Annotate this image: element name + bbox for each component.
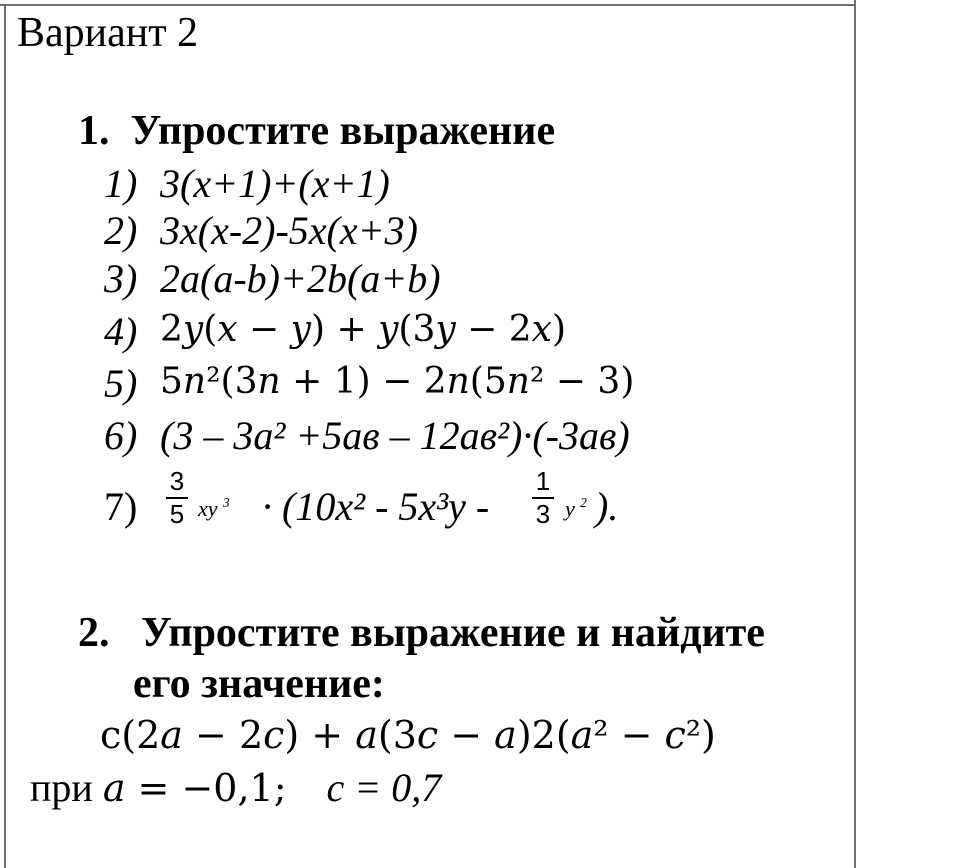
condition-prefix: при <box>30 765 93 810</box>
term-closing: ). <box>595 484 619 529</box>
fraction-numerator: 1 <box>535 466 551 496</box>
term-y-squared <box>565 494 587 521</box>
item-expression: 2𝑦(𝑥 − 𝑦) + 𝑦(3𝑦 − 2𝑥) <box>160 309 567 350</box>
item-label: 7) <box>104 484 138 529</box>
item-label: 5) <box>104 361 138 406</box>
item-expression: 3(x+1)+(x+1) <box>160 161 390 206</box>
page-border-right <box>854 0 856 868</box>
task2-number: 2. <box>78 610 110 656</box>
item-label: 6) <box>104 413 138 458</box>
task2-heading-line2: его значение: <box>133 661 385 707</box>
task2-condition <box>30 765 442 810</box>
item-label: 4) <box>104 309 138 354</box>
condition-a: 𝑎 = −0,1; <box>102 766 287 810</box>
fraction-three-fifths <box>166 468 188 529</box>
item-label: 1) <box>104 161 138 206</box>
task2-heading <box>78 612 765 654</box>
task1-heading <box>78 110 555 152</box>
task1-heading-text: Упростите выражение <box>130 108 556 154</box>
term-xy-base: xy <box>198 496 218 521</box>
fraction-denominator: 5 <box>169 499 185 530</box>
fraction-denominator: 3 <box>535 499 551 530</box>
term-parenthesis-part: · (10x² - 5x³y - <box>262 484 490 529</box>
task2-expression: c(2𝑎 − 2𝑐) + 𝑎(3𝑐 − 𝑎)2(𝑎² − 𝑐²) <box>100 713 716 757</box>
fraction-numerator: 3 <box>169 466 185 496</box>
term-y-base: y <box>565 496 575 521</box>
fraction-one-third <box>532 468 554 529</box>
variant-title: Вариант 2 <box>17 10 199 56</box>
term-y-exponent: 2 <box>580 494 587 510</box>
item-expression: (3 – 3a² +5aв – 12aв²)·(-3aв) <box>160 413 630 458</box>
item-label: 3) <box>104 256 138 301</box>
condition-c: c = 0,7 <box>326 765 442 810</box>
term-xy-exponent: 3 <box>223 494 230 510</box>
item-expression: 5𝑛²(3𝑛 + 1) − 2𝑛(5𝑛² − 3) <box>160 361 635 402</box>
item-label: 2) <box>104 208 138 253</box>
page-border-left <box>4 4 6 868</box>
term-xy <box>198 494 230 521</box>
page-border-top <box>0 4 856 6</box>
item-expression: 2a(a-b)+2b(a+b) <box>160 256 441 301</box>
task1-number: 1. <box>78 108 110 154</box>
item-expression: 3x(x-2)-5x(x+3) <box>160 208 418 253</box>
task2-heading-line1: Упростите выражение и найдите <box>141 610 765 656</box>
